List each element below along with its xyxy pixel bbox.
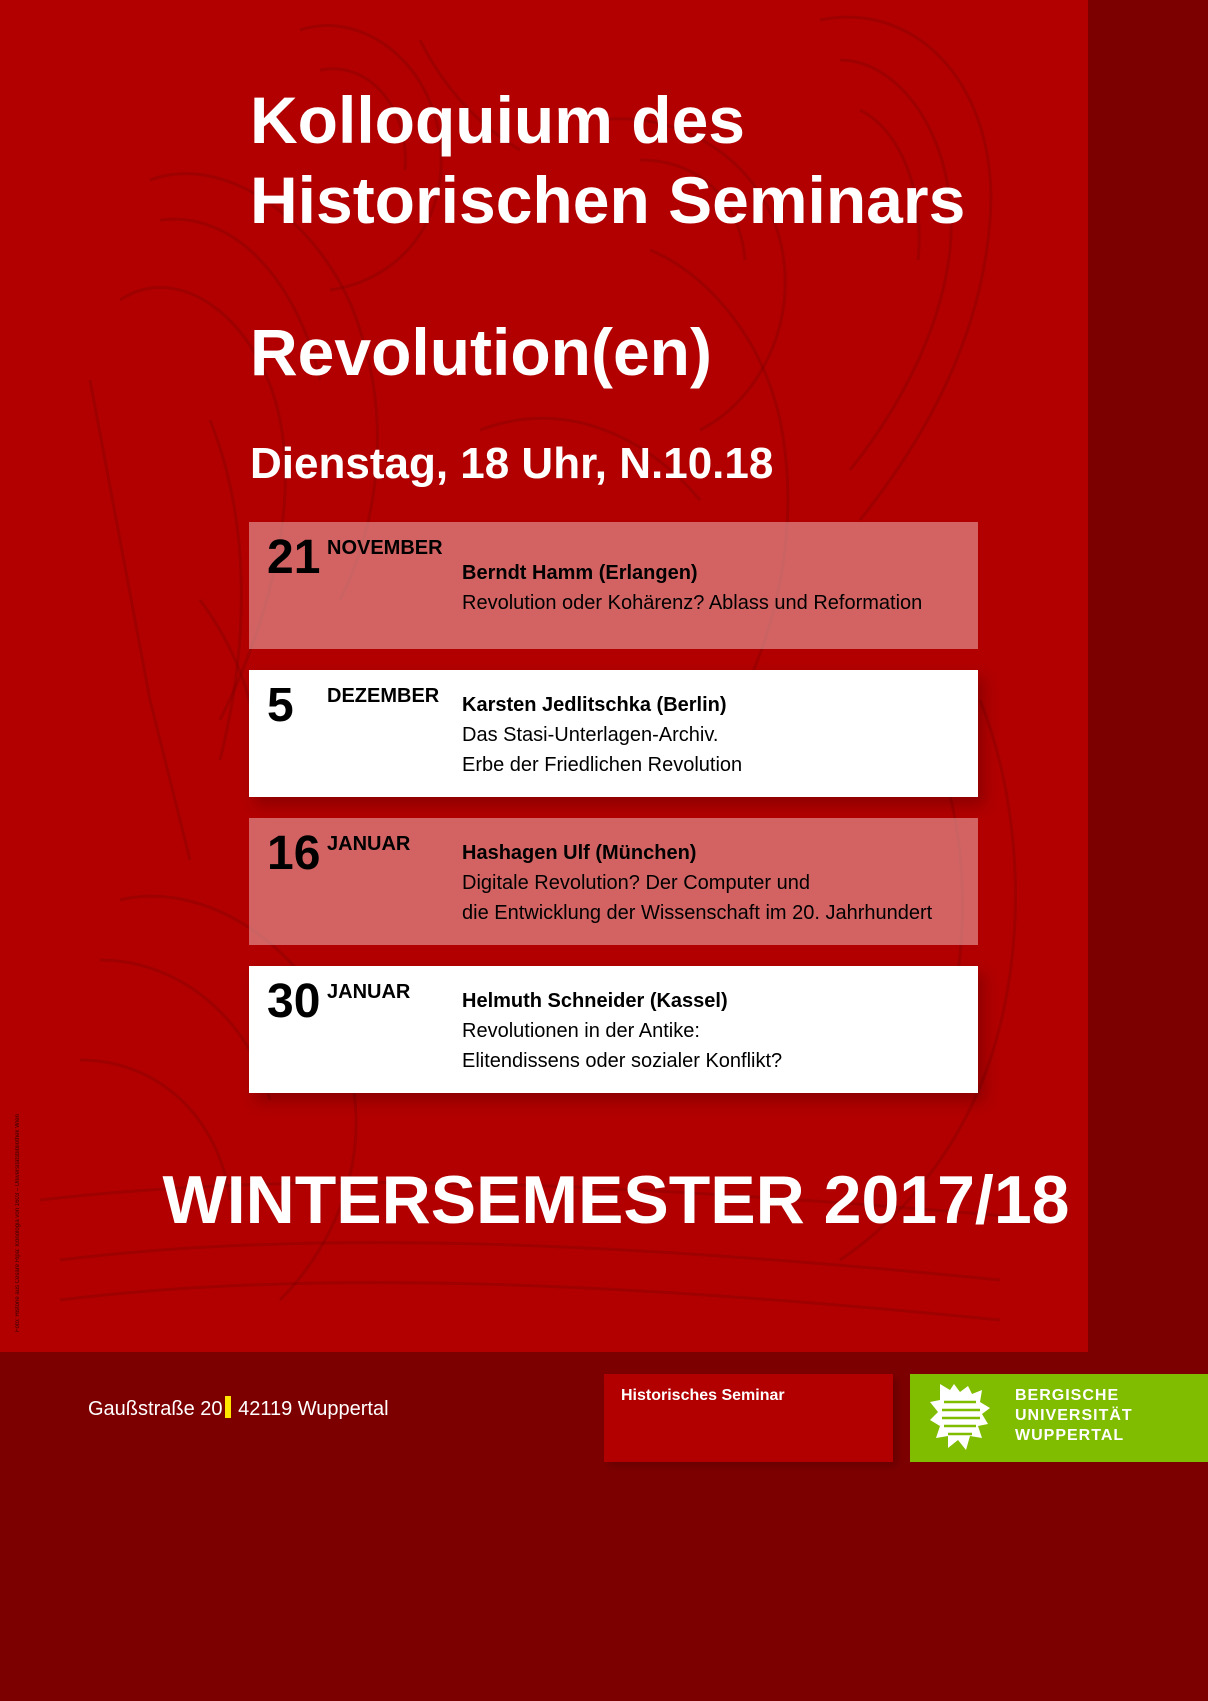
event-month: DEZEMBER	[327, 685, 440, 707]
event-topic-line: Elitendissens oder sozialer Konflikt?	[462, 1050, 783, 1072]
event-topic-line: Revolution oder Kohärenz? Ablass und Reformation	[462, 592, 923, 614]
event-details	[462, 558, 962, 618]
event-day: 5	[267, 679, 294, 732]
page-title	[250, 80, 965, 240]
event-details	[462, 838, 962, 928]
event-month: JANUAR	[327, 981, 411, 1003]
address	[88, 1396, 389, 1422]
event-card	[249, 818, 978, 945]
event-day: 30	[267, 975, 321, 1028]
event-topic-line: Digitale Revolution? Der Computer und	[462, 872, 810, 894]
event-month: NOVEMBER	[327, 537, 443, 559]
lion-crest-icon	[926, 1380, 996, 1456]
university-logo-box	[910, 1374, 1208, 1462]
semester-label: WINTERSEMESTER 2017/18	[162, 1162, 1070, 1238]
event-speaker: Karsten Jedlitschka (Berlin)	[462, 694, 727, 716]
event-card	[249, 522, 978, 649]
event-details	[462, 690, 962, 780]
seminar-label-box	[604, 1374, 893, 1462]
event-speaker: Helmuth Schneider (Kassel)	[462, 990, 728, 1012]
event-card	[249, 966, 978, 1093]
event-day: 16	[267, 827, 321, 880]
event-speaker: Berndt Hamm (Erlangen)	[462, 562, 698, 584]
event-topic-line: Erbe der Friedlichen Revolution	[462, 754, 743, 776]
address-street: Gaußstraße 20	[88, 1398, 223, 1420]
address-separator	[225, 1396, 231, 1418]
event-details	[462, 986, 962, 1076]
title-line-1: Kolloquium des	[250, 83, 745, 157]
university-name-line-1: BERGISCHE	[1015, 1387, 1120, 1404]
seminar-name: Historisches Seminar	[621, 1387, 785, 1404]
event-topic-line: Das Stasi-Unterlagen-Archiv.	[462, 724, 719, 746]
series-title: Revolution(en)	[250, 315, 712, 389]
event-speaker: Hashagen Ulf (München)	[462, 842, 697, 864]
university-name	[1015, 1386, 1133, 1446]
university-name-line-3: WUPPERTAL	[1015, 1427, 1125, 1444]
event-day: 21	[267, 531, 321, 584]
event-month: JANUAR	[327, 833, 411, 855]
university-name-line-2: UNIVERSITÄT	[1015, 1407, 1133, 1424]
address-city: 42119 Wuppertal	[238, 1398, 389, 1420]
event-card	[249, 670, 978, 797]
title-line-2: Historischen Seminars	[250, 163, 966, 237]
event-topic-line: Revolutionen in der Antike:	[462, 1020, 700, 1042]
event-topic-line: die Entwicklung der Wissenschaft im 20. Jahrhundert	[462, 902, 933, 924]
event-list	[249, 522, 978, 1114]
photo-credit: Foto: Historie aus Cesare Ripa: Iconologia von 1603 – Universitätsbibliothek Wien	[15, 1114, 21, 1332]
schedule-info: Dienstag, 18 Uhr, N.10.18	[250, 439, 774, 488]
